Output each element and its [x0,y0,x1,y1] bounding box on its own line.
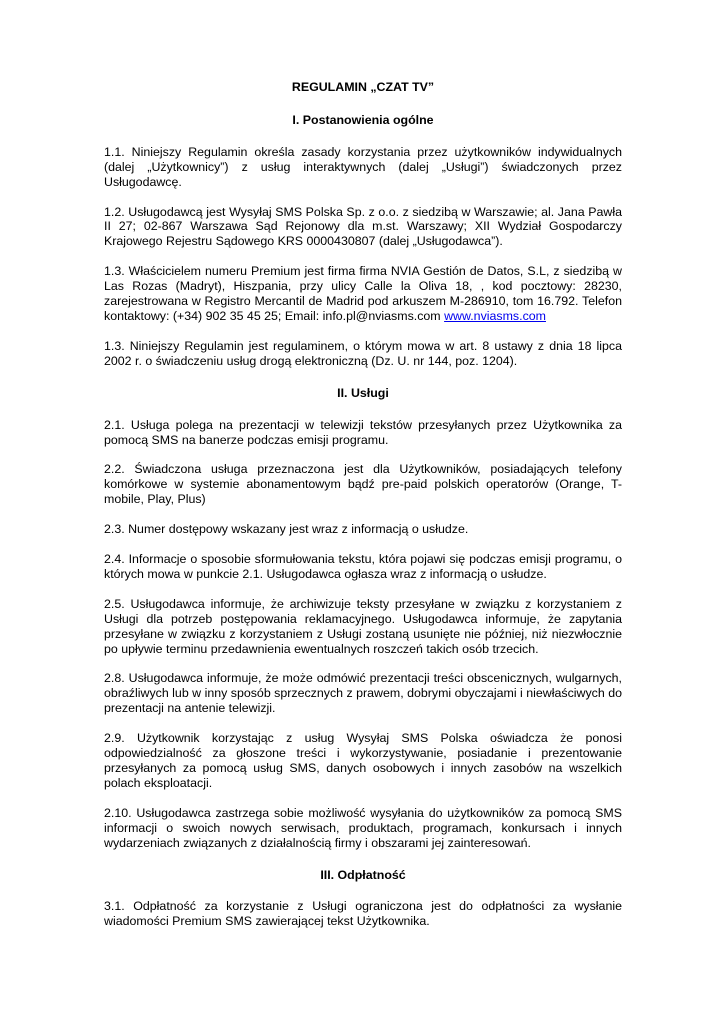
paragraph-1-1: 1.1. Niniejszy Regulamin określa zasady korzystania przez użytkowników indywidualnych (dalej „Użytkownicy”) z usług interaktywnych (dalej „Usługi”) świadczonych przez Usługodawcę. [104,144,622,189]
paragraph-2-1: 2.1. Usługa polega na prezentacji w telewizji tekstów przesyłanych przez Użytkownika za pomocą SMS na banerze podczas emisji programu. [104,417,622,447]
paragraph-3-1: 3.1. Odpłatność za korzystanie z Usługi ograniczona jest do odpłatności za wysłanie wiadomości Premium SMS zawierającej tekst Użytkownika. [104,899,622,929]
paragraph-1-2: 1.2. Usługodawcą jest Wysyłaj SMS Polska Sp. z o.o. z siedzibą w Warszawie; al. Jana Pawła II 27; 02-867 Warszawa Sąd Rejonowy dla m.st. Warszawy; XII Wydział Gospodarczy Krajowego Rejestru Sądowego KRS 0000430807 (dalej „Usługodawca”). [104,204,622,249]
nviasms-website-link[interactable]: www.nviasms.com [444,308,546,323]
paragraph-2-3: 2.3. Numer dostępowy wskazany jest wraz z informacją o usłudze. [104,522,469,537]
paragraph-2-5: 2.5. Usługodawca informuje, że archiwizuje teksty przesyłane w związku z korzystaniem z Usługi dla potrzeb postępowania reklamacyjnego. Usługodawca informuje, że zapytania przesyłane w związku z korzystaniem z Usługi zostaną usunięte nie później, niż niezwłocznie po upływie terminu przedawnienia ewentualnych roszczeń takich osób trzecich. [104,596,622,656]
paragraph-2-2: 2.2. Świadczona usługa przeznaczona jest dla Użytkowników, posiadających telefony komórkowe w systemie abonamentowym bądź pre-paid polskich operatorów (Orange, T-mobile, Play, Plus) [104,462,622,507]
paragraph-2-8: 2.8. Usługodawca informuje, że może odmówić prezentacji treści obscenicznych, wulgarnych, obraźliwych lub w inny sposób sprzecznych z prawem, dobrymi obyczajami i niewłaściwych do prezentacji na antenie telewizji. [104,671,622,716]
section-heading-general: I. Postanowienia ogólne [292,112,434,127]
paragraph-2-9: 2.9. Użytkownik korzystając z usług Wysyłaj SMS Polska oświadcza że ponosi odpowiedzialność za głoszone treści i wykorzystywanie, posiadanie i prezentowanie przesyłanych za pomocą usług SMS, danych osobowych i innych zasobów na wszelkich polach eksploatacji. [104,731,622,790]
paragraph-2-10: 2.10. Usługodawca zastrzega sobie możliwość wysyłania do użytkowników za pomocą SMS informacji o swoich nowych serwisach, produktach, programach, konkursach i innych wydarzeniach związanych z działalnością firmy i obszarami jej zainteresowań. [104,805,622,850]
paragraph-1-3-owner-text: 1.3. Właścicielem numeru Premium jest firma firma NVIA Gestión de Datos, S.L, z siedzibą w Las Rozas (Madryt), Hiszpania, przy ulicy Calle la Oliva 18, , kod pocztowy: 28230, zarejestrowana w Registro Mercantil de Madrid pod arkuszem M-286910, tom 16.792. Telefon kontaktowy: (+34) 902 35 45 25; Email: info.pl@nviasms.com [104,264,622,323]
paragraph-2-4: 2.4. Informacje o sposobie sformułowania tekstu, która pojawi się podczas emisji programu, o których mowa w punkcie 2.1. Usługodawca ogłasza wraz z informacją o usłudze. [104,552,622,581]
paragraph-1-3-regulation: 1.3. Niniejszy Regulamin jest regulaminem, o którym mowa w art. 8 ustawy z dnia 18 lipca 2002 r. o świadczeniu usług drogą elektroniczną (Dz. U. nr 144, poz. 1204). [104,338,622,368]
document-title: REGULAMIN „CZAT TV” [291,80,435,94]
section-heading-payment: III. Odpłatność [320,867,406,882]
section-heading-services: II. Usługi [337,385,389,400]
paragraph-1-3-owner [104,264,622,324]
document-page [104,80,622,929]
